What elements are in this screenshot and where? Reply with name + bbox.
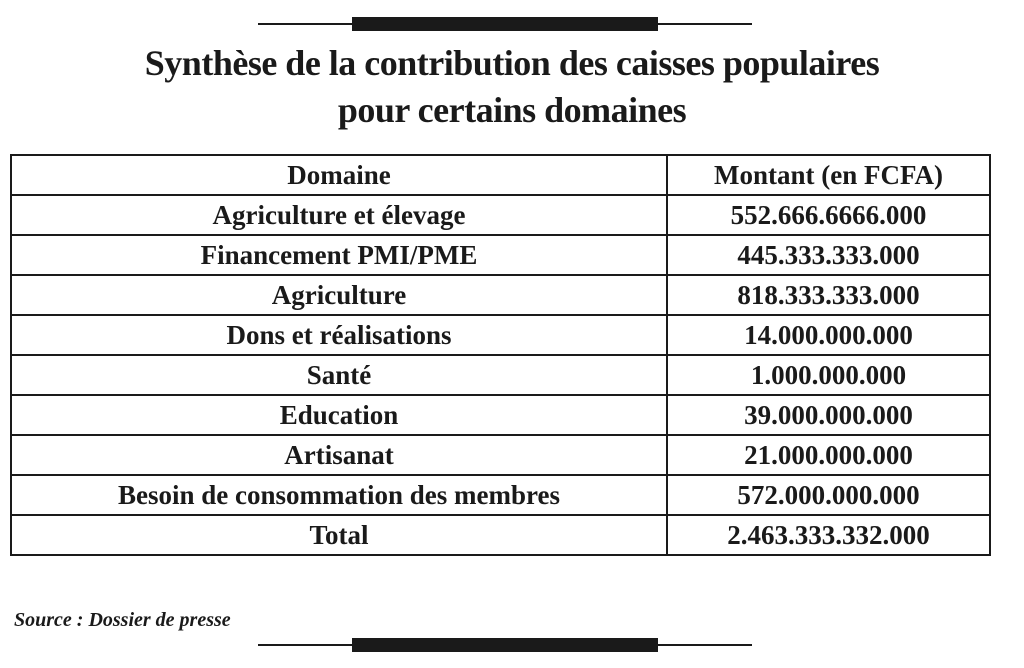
cell-montant: 552.666.6666.000 xyxy=(667,195,990,235)
cell-domaine: Besoin de consommation des membres xyxy=(11,475,667,515)
cell-montant-total: 2.463.333.332.000 xyxy=(667,515,990,555)
table-row xyxy=(11,355,990,395)
source-note: Source : Dossier de presse xyxy=(14,609,231,631)
cell-montant: 1.000.000.000 xyxy=(667,355,990,395)
table-row xyxy=(11,195,990,235)
table-row xyxy=(11,435,990,475)
top-decorative-rule xyxy=(258,17,752,31)
table-row-total xyxy=(11,515,990,555)
cell-domaine: Agriculture xyxy=(11,275,667,315)
cell-domaine: Dons et réalisations xyxy=(11,315,667,355)
cell-domaine: Education xyxy=(11,395,667,435)
table-row xyxy=(11,235,990,275)
bottom-decorative-rule xyxy=(258,638,752,652)
bottom-rule-thick-bar xyxy=(352,638,658,652)
table-header-row xyxy=(11,155,990,195)
table-row xyxy=(11,475,990,515)
cell-montant: 14.000.000.000 xyxy=(667,315,990,355)
cell-domaine: Financement PMI/PME xyxy=(11,235,667,275)
contribution-table xyxy=(10,154,991,556)
cell-montant: 818.333.333.000 xyxy=(667,275,990,315)
cell-domaine: Agriculture et élevage xyxy=(11,195,667,235)
header-montant: Montant (en FCFA) xyxy=(667,155,990,195)
table-row xyxy=(11,315,990,355)
title-line-2: pour certains domaines xyxy=(337,90,687,130)
table-row xyxy=(11,395,990,435)
table-row xyxy=(11,275,990,315)
cell-domaine-total: Total xyxy=(11,515,667,555)
title-line-1: Synthèse de la contribution des caisses populaires xyxy=(144,43,880,83)
cell-montant: 21.000.000.000 xyxy=(667,435,990,475)
top-rule-thick-bar xyxy=(352,17,658,31)
cell-montant: 445.333.333.000 xyxy=(667,235,990,275)
cell-montant: 39.000.000.000 xyxy=(667,395,990,435)
header-domaine: Domaine xyxy=(11,155,667,195)
cell-domaine: Santé xyxy=(11,355,667,395)
cell-domaine: Artisanat xyxy=(11,435,667,475)
cell-montant: 572.000.000.000 xyxy=(667,475,990,515)
